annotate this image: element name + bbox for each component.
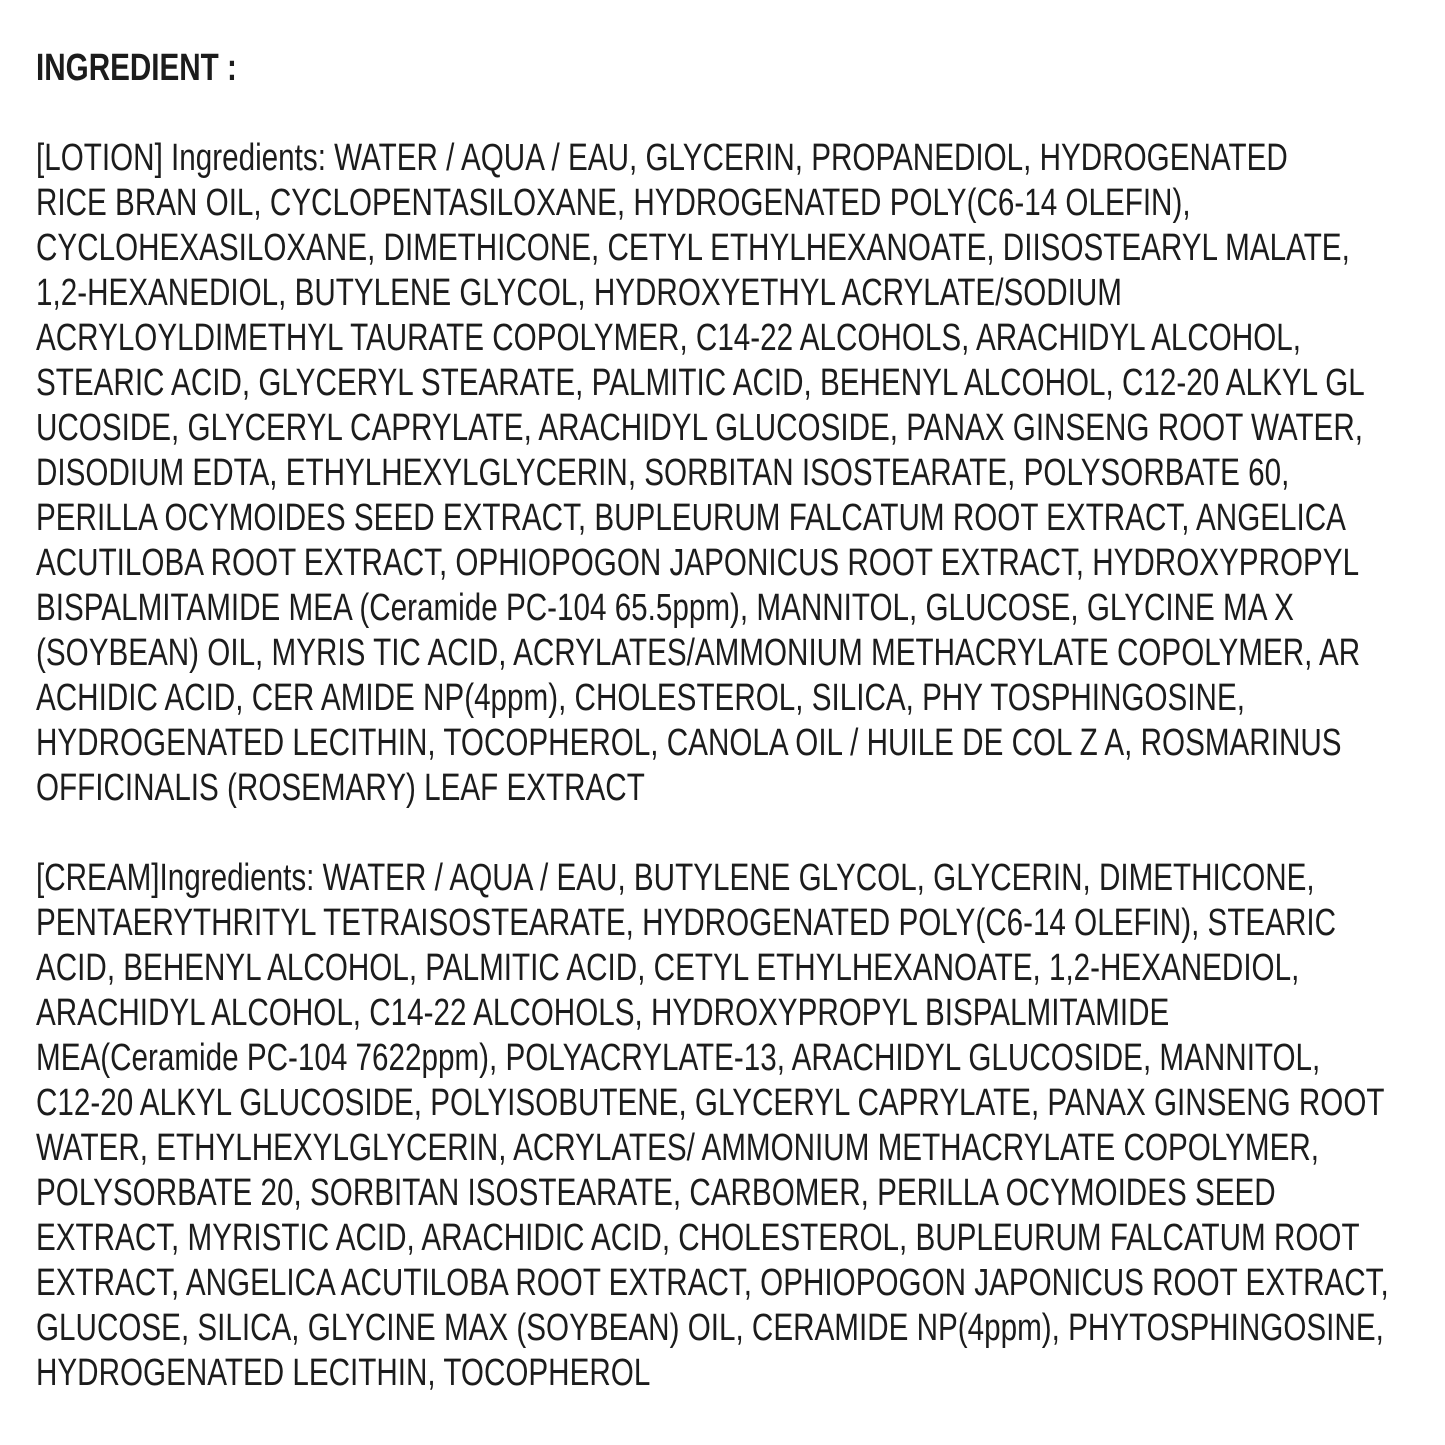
text-line: ARACHIDYL ALCOHOL, C14-22 ALCOHOLS, HYDROXYPROPYL BISPALMITAMIDE xyxy=(36,992,1170,1034)
lotion-ingredients-paragraph xyxy=(36,136,1445,811)
text-line: WATER, ETHYLHEXYLGLYCERIN, ACRYLATES/ AMMONIUM METHACRYLATE COPOLYMER, xyxy=(36,1127,1320,1169)
text-line: C12-20 ALKYL GLUCOSIDE, POLYISOBUTENE, GLYCERYL CAPRYLATE, PANAX GINSENG ROOT xyxy=(36,1082,1385,1124)
text-line: HYDROGENATED LECITHIN, TOCOPHEROL xyxy=(36,1352,651,1394)
text-line: DISODIUM EDTA, ETHYLHEXYLGLYCERIN, SORBITAN ISOSTEARATE, POLYSORBATE 60, xyxy=(36,452,1290,494)
text-line: PERILLA OCYMOIDES SEED EXTRACT, BUPLEURUM FALCATUM ROOT EXTRACT, ANGELICA xyxy=(36,497,1346,539)
text-line: ACUTILOBA ROOT EXTRACT, OPHIOPOGON JAPONICUS ROOT EXTRACT, HYDROXYPROPYL xyxy=(36,542,1360,584)
text-line: PENTAERYTHRITYL TETRAISOSTEARATE, HYDROGENATED POLY(C6-14 OLEFIN), STEARIC xyxy=(36,902,1337,944)
text-line: POLYSORBATE 20, SORBITAN ISOSTEARATE, CARBOMER, PERILLA OCYMOIDES SEED xyxy=(36,1172,1276,1214)
text-line: ACID, BEHENYL ALCOHOL, PALMITIC ACID, CETYL ETHYLHEXANOATE, 1,2-HEXANEDIOL, xyxy=(36,947,1300,989)
text-line: (SOYBEAN) OIL, MYRIS TIC ACID, ACRYLATES/AMMONIUM METHACRYLATE COPOLYMER, AR xyxy=(36,632,1361,674)
text-line: MEA(Ceramide PC-104 7622ppm), POLYACRYLATE-13, ARACHIDYL GLUCOSIDE, MANNITOL, xyxy=(36,1037,1321,1079)
ingredient-heading: INGREDIENT : xyxy=(36,47,237,89)
text-line: HYDROGENATED LECITHIN, TOCOPHEROL, CANOLA OIL / HUILE DE COL Z A, ROSMARINUS xyxy=(36,722,1342,764)
text-line: ACHIDIC ACID, CER AMIDE NP(4ppm), CHOLESTEROL, SILICA, PHY TOSPHINGOSINE, xyxy=(36,677,1245,719)
text-line: ACRYLOYLDIMETHYL TAURATE COPOLYMER, C14-22 ALCOHOLS, ARACHIDYL ALCOHOL, xyxy=(36,317,1302,359)
text-line: UCOSIDE, GLYCERYL CAPRYLATE, ARACHIDYL GLUCOSIDE, PANAX GINSENG ROOT WATER, xyxy=(36,407,1363,449)
text-line: OFFICINALIS (ROSEMARY) LEAF EXTRACT xyxy=(36,767,645,809)
text-line: RICE BRAN OIL, CYCLOPENTASILOXANE, HYDROGENATED POLY(C6-14 OLEFIN), xyxy=(36,182,1191,224)
text-line: BISPALMITAMIDE MEA (Ceramide PC-104 65.5ppm), MANNITOL, GLUCOSE, GLYCINE MA X xyxy=(36,587,1294,629)
text-line: [CREAM]Ingredients: WATER / AQUA / EAU, BUTYLENE GLYCOL, GLYCERIN, DIMETHICONE, xyxy=(36,857,1315,899)
text-line: 1,2-HEXANEDIOL, BUTYLENE GLYCOL, HYDROXYETHYL ACRYLATE/SODIUM xyxy=(36,272,1123,314)
text-line: [LOTION] Ingredients: WATER / AQUA / EAU, GLYCERIN, PROPANEDIOL, HYDROGENATED xyxy=(36,137,1288,179)
text-line: STEARIC ACID, GLYCERYL STEARATE, PALMITIC ACID, BEHENYL ALCOHOL, C12-20 ALKYL GL xyxy=(36,362,1365,404)
text-line: GLUCOSE, SILICA, GLYCINE MAX (SOYBEAN) OIL, CERAMIDE NP(4ppm), PHYTOSPHINGOSINE, xyxy=(36,1307,1384,1349)
text-line: EXTRACT, MYRISTIC ACID, ARACHIDIC ACID, CHOLESTEROL, BUPLEURUM FALCATUM ROOT xyxy=(36,1217,1360,1259)
text-line: EXTRACT, ANGELICA ACUTILOBA ROOT EXTRACT, OPHIOPOGON JAPONICUS ROOT EXTRACT, xyxy=(36,1262,1389,1304)
text-line: CYCLOHEXASILOXANE, DIMETHICONE, CETYL ETHYLHEXANOATE, DIISOSTEARYL MALATE, xyxy=(36,227,1350,269)
cream-ingredients-paragraph xyxy=(36,856,1445,1396)
